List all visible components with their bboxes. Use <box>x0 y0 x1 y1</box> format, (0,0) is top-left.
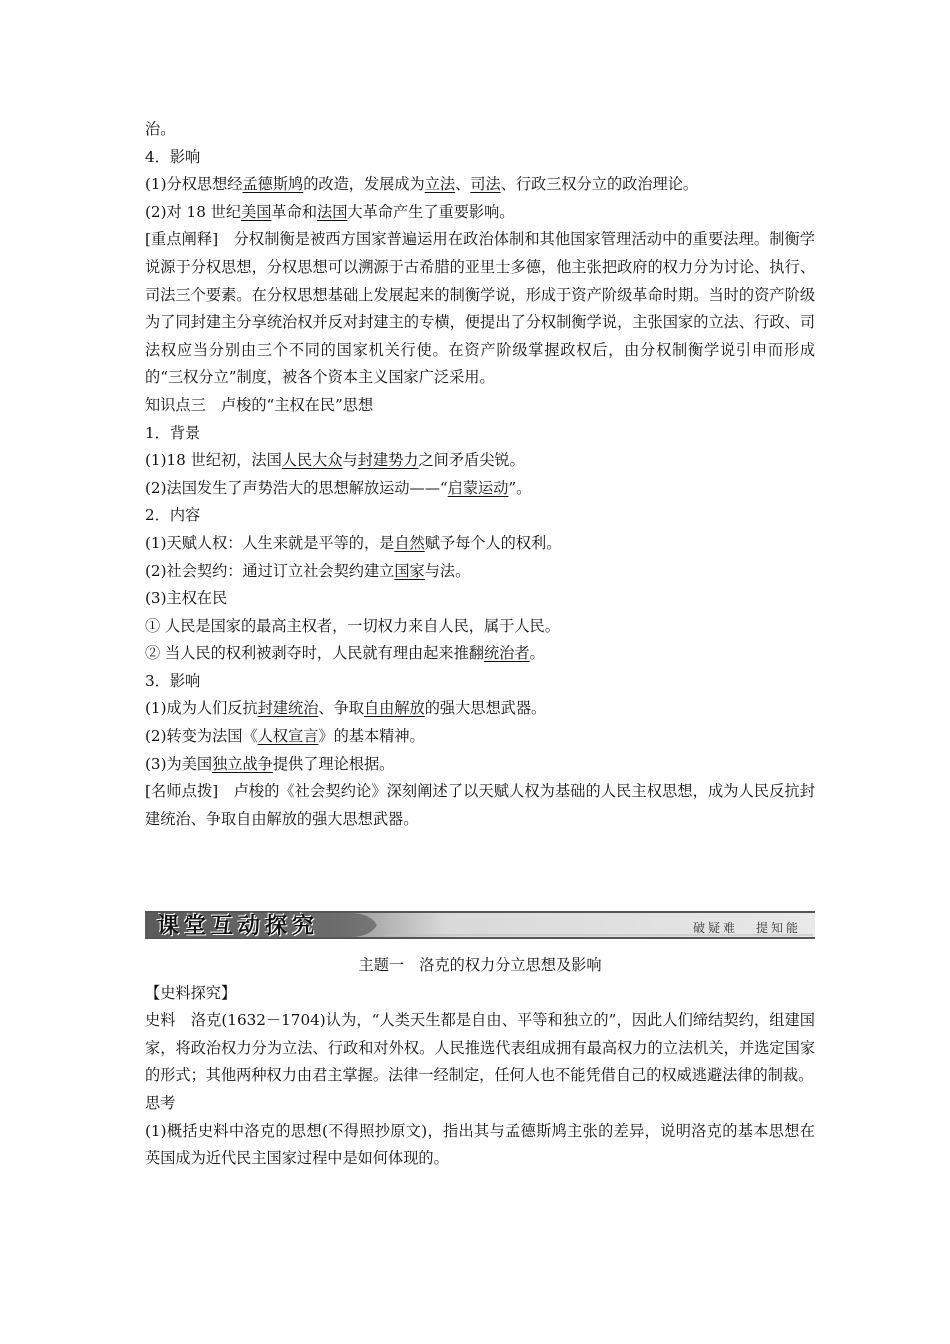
text-line <box>145 751 815 779</box>
fill-blank: 统治者 <box>483 644 530 663</box>
fill-blank: 国家 <box>394 561 425 580</box>
fill-blank: 人民大众 <box>281 451 343 470</box>
fill-blank: 封建势力 <box>357 451 419 470</box>
source-material: 史料 洛克(1632－1704)认为，“人类天生都是自由、平等和独立的”，因此人们缔结契约，组建国家，将政治权力分为立法、行政和对外权。人民推选代表组成拥有最高权力的立法机关，并选定国家的形式；其他两种权力由君主掌握。法律一经制定，任何人也不能凭借自己的权威逃避法律的制裁。 <box>145 1011 815 1085</box>
text-span: (2)社会契约：通过订立社会契约建立 <box>145 561 395 580</box>
text-line <box>145 475 815 503</box>
text-span: 革命和 <box>271 202 317 221</box>
heading-background: 1．背景 <box>145 423 201 442</box>
fill-blank: 美国 <box>241 202 272 221</box>
text-span: 赋予每个人的权利。 <box>424 533 562 552</box>
text-span: 的改造，发展成为 <box>303 175 425 194</box>
text-span: (3)为美国 <box>145 754 213 773</box>
teacher-tip-note: [名师点拨] 卢梭的《社会契约论》深刻阐述了以天赋人权为基础的人民主权思想，成为人民反抗封建统治、争取自由解放的强大思想武器。 <box>145 782 815 828</box>
fill-blank: 法国 <box>317 202 348 221</box>
text-span: 。 <box>529 644 545 663</box>
text-span: ② 当人民的权利被剥夺时，人民就有理由起来推翻 <box>145 644 484 663</box>
text-span: 提供了理论根据。 <box>272 754 395 773</box>
topic-heading: 主题一 洛克的权力分立思想及影响 <box>358 956 602 974</box>
knowledge-point-heading: 知识点三 卢梭的“主权在民”思想 <box>145 395 374 414</box>
text-line: (3)主权在民 <box>145 589 228 608</box>
text-span: 与法。 <box>424 561 471 580</box>
text-line <box>145 640 815 668</box>
text-span: 、行政三权分立的政治理论。 <box>500 175 699 194</box>
text-span: (2)法国发生了声势浩大的思想解放运动——“ <box>145 478 448 497</box>
question-1: (1)概括史料中洛克的思想(不得照抄原文)，指出其与孟德斯鸠主张的差异，说明洛克的基本思想在英国成为近代民主国家过程中是如何体现的。 <box>145 1121 815 1168</box>
heading-influence-2: 3．影响 <box>145 671 201 690</box>
upper-text <box>145 116 815 833</box>
heading-influence: 4．影响 <box>145 147 201 166</box>
banner-tag-1: 破疑难 <box>692 921 738 935</box>
text-span: (2)对 18 世纪 <box>145 202 242 221</box>
banner-tag-2: 提知能 <box>755 921 801 935</box>
text-span: 、 <box>455 175 471 194</box>
text-line <box>145 558 815 586</box>
text-span: ”。 <box>508 478 532 497</box>
banner-subtitle <box>693 919 801 936</box>
fill-blank: 独立战争 <box>212 754 273 773</box>
text-span: 大革命产生了重要影响。 <box>347 202 515 221</box>
text-span: 之间矛盾尖锐。 <box>418 451 525 470</box>
text-span: (2)转变为法国《 <box>145 727 258 746</box>
text-span: 的强大思想武器。 <box>424 699 547 718</box>
lower-text <box>145 952 815 1173</box>
text-span: (1)分权思想经 <box>145 175 243 194</box>
text-line: ① 人民是国家的最高主权者，一切权力来自人民，属于人民。 <box>145 616 560 635</box>
text-span: 》的基本精神。 <box>318 727 425 746</box>
section-heading: 【史料探究】 <box>145 983 237 1002</box>
fill-blank: 自由解放 <box>363 699 425 718</box>
fill-blank: 封建统治 <box>257 699 319 718</box>
fill-blank: 人权宣言 <box>257 727 319 746</box>
text-span: 与 <box>342 451 358 470</box>
fill-blank: 立法 <box>424 175 456 194</box>
fill-blank: 孟德斯鸠 <box>242 175 304 194</box>
heading-content: 2．内容 <box>145 506 201 525</box>
fill-blank: 启蒙运动 <box>447 478 509 497</box>
text-line <box>145 723 815 751</box>
text-span: (1)18 世纪初，法国 <box>145 451 282 470</box>
section-banner <box>145 905 815 945</box>
banner-title: 课堂互动探究 <box>157 913 320 939</box>
key-explanation-note: [重点阐释] 分权制衡是被西方国家普遍运用在政治体制和其他国家管理活动中的重要法理。制衡学说源于分权思想，分权思想可以溯源于古希腊的亚里士多德，他主张把政府的权力分为讨论、执行、司法三个要素。在分权思想基础上发展起来的制衡学说，形成于资产阶级革命时期。当时的资产阶级为了同封建主分享统治权并反对封建主的专横，便提出了分权制衡学说，主张国家的立法、行政、司法权应当分别由三个不同的国家机关行使。在资产阶级掌握政权后，由分权制衡学说引申而形成的“三权分立”制度，被各个资本主义国家广泛采用。 <box>145 230 815 387</box>
text-span: 、争取 <box>318 699 364 718</box>
text-line: 治。 <box>145 120 176 138</box>
text-line <box>145 530 815 558</box>
text-line <box>145 171 815 199</box>
think-heading: 思考 <box>145 1093 176 1112</box>
fill-blank: 司法 <box>470 175 501 194</box>
text-span: (1)天赋人权：人生来就是平等的，是 <box>145 533 395 552</box>
text-line <box>145 695 815 723</box>
text-line <box>145 447 815 475</box>
fill-blank: 自然 <box>394 533 425 552</box>
text-line <box>145 199 815 227</box>
text-span: (1)成为人们反抗 <box>145 699 258 718</box>
